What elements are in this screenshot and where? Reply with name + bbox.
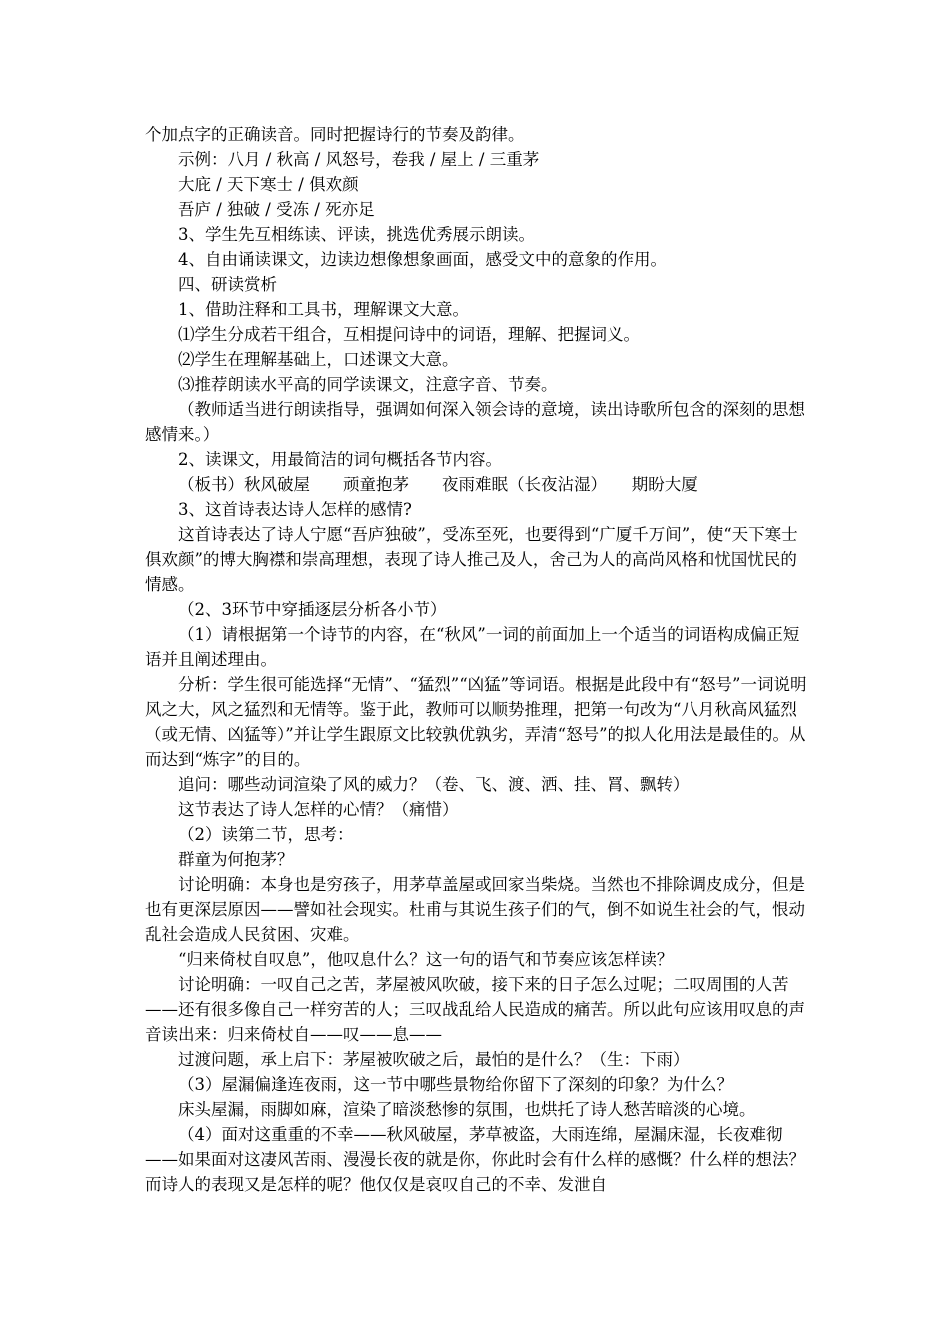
document-body	[145, 122, 807, 1197]
paragraph: （2）读第二节，思考：	[178, 825, 354, 844]
paragraph: （1）请根据第一个诗节的内容，在“秋风”一词的前面加上一个适当的词语构成偏正短语并且阐述理由。	[145, 625, 800, 669]
paragraph: 2、读课文，用最简洁的词句概括各节内容。	[178, 450, 502, 469]
paragraph: ⑵学生在理解基础上，口述课文大意。	[178, 350, 459, 369]
paragraph: 分析：学生很可能选择“无情”、“猛烈”“凶猛”等词语。根据是此段中有“怒号”一词说明风之大，风之猛烈和无情等。鉴于此，教师可以顺势推理，把第一句改为“八月秋高风猛烈（或无情、凶猛等）”并让学生跟原文比较孰优孰劣，弄清“怒号”的拟人化用法是最佳的。从而达到“炼字”的目的。	[145, 675, 807, 769]
paragraph: （板书）秋风破屋 顽童抱茅 夜雨难眠（长夜沾湿） 期盼大厦	[178, 475, 698, 494]
paragraph: 床头屋漏，雨脚如麻，渲染了暗淡愁惨的氛围，也烘托了诗人愁苦暗淡的心境。	[178, 1100, 756, 1119]
paragraph: 这首诗表达了诗人宁愿“吾庐独破”，受冻至死，也要得到“广厦千万间”，使“天下寒士俱欢颜”的博大胸襟和崇高理想，表现了诗人推己及人，舍己为人的高尚风格和忧国忧民的情感。	[145, 525, 798, 594]
paragraph: 讨论明确：一叹自己之苦，茅屋被风吹破，接下来的日子怎么过呢；二叹周围的人苦——还有很多像自己一样穷苦的人；三叹战乱给人民造成的痛苦。所以此句应该用叹息的声音读出来：归来倚杖自——叹——息——	[145, 975, 805, 1044]
paragraph: 过渡问题，承上启下：茅屋被吹破之后，最怕的是什么？（生：下雨）	[178, 1050, 690, 1069]
paragraph: ⑶推荐朗读水平高的同学读课文，注意字音、节奏。	[178, 375, 558, 394]
paragraph: 群童为何抱茅？	[178, 850, 294, 869]
paragraph: （2、3环节中穿插逐层分析各小节）	[178, 600, 447, 619]
paragraph: 追问：哪些动词渲染了风的威力？（卷、飞、渡、洒、挂、罥、飘转）	[178, 775, 690, 794]
paragraph: （3）屋漏偏逢连夜雨，这一节中哪些景物给你留下了深刻的印象？为什么？	[178, 1075, 733, 1094]
paragraph: 大庇 / 天下寒士 / 俱欢颜	[178, 175, 359, 194]
paragraph: 示例：八月 / 秋高 / 风怒号，卷我 / 屋上 / 三重茅	[178, 150, 540, 169]
paragraph: 4、自由诵读课文，边读边想像想象画面，感受文中的意象的作用。	[178, 250, 667, 269]
paragraph: （教师适当进行朗读指导，强调如何深入领会诗的意境，读出诗歌所包含的深刻的思想感情来。）	[145, 400, 805, 444]
paragraph: （4）面对这重重的不幸——秋风破屋，茅草被盗，大雨连绵，屋漏床湿，长夜难彻——如果面对这凄风苦雨、漫漫长夜的就是你，你此时会有什么样的感慨？什么样的想法？而诗人的表现又是怎样的呢？他仅仅是哀叹自己的不幸、发泄自	[145, 1125, 805, 1194]
paragraph: 讨论明确：本身也是穷孩子，用茅草盖屋或回家当柴烧。当然也不排除调皮成分，但是也有更深层原因——譬如社会现实。杜甫与其说生孩子们的气，倒不如说生社会的气，恨动乱社会造成人民贫困、灾难。	[145, 875, 805, 944]
paragraph: 四、研读赏析	[178, 275, 277, 294]
paragraph: 吾庐 / 独破 / 受冻 / 死亦足	[178, 200, 375, 219]
paragraph: “归来倚杖自叹息”，他叹息什么？这一句的语气和节奏应该怎样读？	[178, 950, 674, 969]
paragraph: ⑴学生分成若干组合，互相提问诗中的词语，理解、把握词义。	[178, 325, 640, 344]
paragraph: 个加点字的正确读音。同时把握诗行的节奏及韵律。	[145, 125, 525, 144]
paragraph: 3、这首诗表达诗人怎样的感情?	[178, 500, 412, 519]
paragraph: 1、借助注释和工具书，理解课文大意。	[178, 300, 469, 319]
paragraph: 这节表达了诗人怎样的心情？（痛惜）	[178, 800, 459, 819]
paragraph: 3、学生先互相练读、评读，挑选优秀展示朗读。	[178, 225, 535, 244]
